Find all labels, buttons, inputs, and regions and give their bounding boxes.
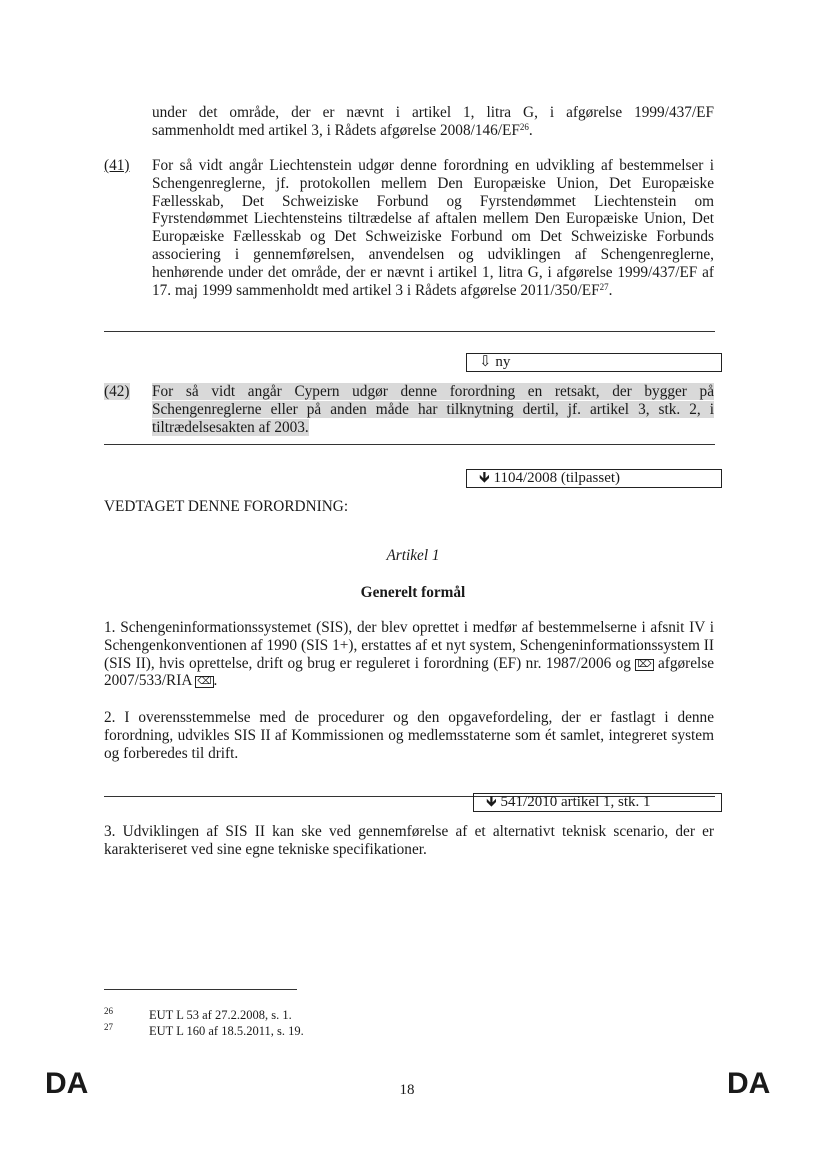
source-box-new: ⇩ ny [466,353,722,372]
recital-42-number: (42) [104,383,130,400]
footnote-separator [104,989,297,990]
footnote-26-text: EUT L 53 af 27.2.2008, s. 1. [149,1008,292,1022]
page-number: 18 [399,1082,415,1098]
article-title: Generelt formål [360,584,466,601]
recital-40-line-2: sammenholdt med artikel 3, i Rådets afgørelse 2008/146/EF$^{26}$. [152,121,533,139]
footer-language-right: DA [727,1067,771,1100]
article-1-paragraph-3: 3. Udviklingen af SIS II kan ske ved gennemførelse af et alternativt teknisk scenario, der er karakteriseret ved sine egne tekniske specifikationer. [104,823,714,858]
article-label: Artikel 1 [386,547,440,564]
recital-40-line-1: under det område, der er nævnt i artikel 1, litra G, i afgørelse 1999/437/EF [152,104,714,121]
footnote-27-text: EUT L 160 af 18.5.2011, s. 19. [149,1024,304,1038]
footnote-ref-26[interactable]: 26 [519,121,529,132]
insert-open-icon: ⌦ [637,658,652,670]
enacting-formula: VEDTAGET DENNE FORORDNING: [104,498,349,515]
separator-line [104,444,715,445]
recital-42-text: For så vidt angår Cypern udgør denne forordning en retsakt, der bygger på Schengenreglerne eller på anden måde har tilknytning dertil, jf. artikel 3, stk. 2, i tiltrædelsesakten af 2003. [152,383,714,436]
recital-40-continuation [152,104,714,140]
footnote-26: 26 [104,1006,113,1016]
footnote-ref-27[interactable]: 27 [599,281,609,292]
separator-line [104,331,715,332]
article-1-paragraph-2: 2. I overensstemmelse med de procedurer og den opgavefordeling, der er fastlagt i denne forordning, udvikles SIS II af Kommissionen og medlemsstaterne som ét samlet, integreret system og forberedes til drift. [104,709,714,762]
source-box-1104-2008: 🡻 1104/2008 (tilpasset) [466,469,722,488]
insert-close-icon: ⌫ [197,676,212,688]
recital-41-number: (41) [104,157,130,174]
footer-language-left: DA [45,1067,89,1100]
footnote-27: 27 [104,1022,113,1032]
article-1-paragraph-1: 1. Schengeninformationssystemet (SIS), der blev oprettet i medfør af bestemmelserne i afsnit IV i Schengenkonventionen af 1990 (SIS 1+), erstattes af et nyt system, Schengeninformationssystem II (SIS II), hvis oprettelse, drift og brug er reguleret i forordning (EF) nr. 1987/2006 og ⌦ afgørelse 2007/533/RIA ⌫ . [104,619,715,690]
recital-41-text: For så vidt angår Liechtenstein udgør denne forordning en udvikling af bestemmelser i Schengenreglerne, jf. protokollen mellem Den Europæiske Union, Det Europæiske Fællesskab, Det Schweiziske Forbund og Fyrstendømmet Liechtenstein om Fyrstendømmet Liechtensteins tiltrædelse af aftalen mellem Den Europæiske Union, Det Europæiske Fællesskab og Det Schweiziske Forbund om Det Schweiziske Forbunds associering i gennemførelsen, anvendelsen og udviklingen af Schengenreglerne, henhørende under det område, der er nævnt i artikel 1, litra G, i afgørelse 1999/437/EF af 17. maj 1999 sammenholdt med artikel 3 i Rådets afgørelse 2011/350/EF$^{27}$. [152,157,714,299]
source-box-541-2010: 🡻 541/2010 artikel 1, stk. 1 [473,793,722,812]
